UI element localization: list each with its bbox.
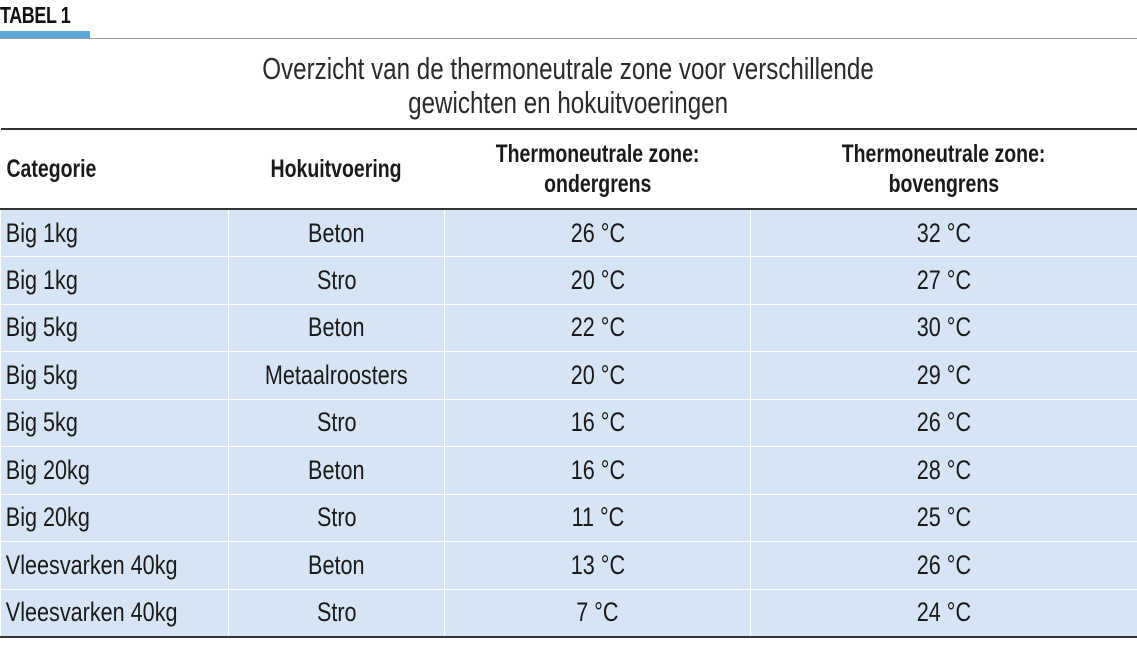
cell-categorie: Big 20kg [1, 447, 229, 495]
cell-bovengrens: 24 °C [751, 589, 1137, 637]
cell-bovengrens: 25 °C [751, 494, 1137, 542]
cell-bovengrens: 28 °C [751, 447, 1137, 495]
header-hokuitvoering: Hokuitvoering [229, 129, 445, 209]
table-header-row [1, 129, 1137, 209]
cell-categorie: Big 5kg [1, 352, 229, 400]
cell-bovengrens: 32 °C [751, 209, 1137, 257]
cell-categorie: Vleesvarken 40kg [1, 542, 229, 590]
caption-line-2: gewichten en hokuitvoeringen [408, 85, 729, 120]
cell-hokuitvoering: Stro [229, 257, 445, 305]
cell-categorie: Big 1kg [1, 257, 229, 305]
table-row [1, 257, 1137, 305]
cell-hokuitvoering: Beton [229, 304, 445, 352]
table-row [1, 542, 1137, 590]
cell-categorie: Vleesvarken 40kg [1, 589, 229, 637]
header-categorie: Categorie [1, 129, 229, 209]
table-row [1, 352, 1137, 400]
cell-bovengrens: 26 °C [751, 542, 1137, 590]
cell-hokuitvoering: Stro [229, 494, 445, 542]
cell-categorie: Big 1kg [1, 209, 229, 257]
table-row [1, 447, 1137, 495]
thermoneutral-table [0, 128, 1137, 638]
top-rule [0, 38, 1137, 39]
cell-ondergrens: 16 °C [445, 447, 751, 495]
table-row [1, 399, 1137, 447]
header-ondergrens: Thermoneutrale zone: ondergrens [445, 129, 751, 209]
cell-ondergrens: 26 °C [445, 209, 751, 257]
cell-hokuitvoering: Beton [229, 542, 445, 590]
cell-hokuitvoering: Stro [229, 589, 445, 637]
header-bovengrens: Thermoneutrale zone: bovengrens [751, 129, 1137, 209]
table-row [1, 494, 1137, 542]
cell-bovengrens: 29 °C [751, 352, 1137, 400]
cell-categorie: Big 5kg [1, 399, 229, 447]
cell-bovengrens: 27 °C [751, 257, 1137, 305]
cell-ondergrens: 11 °C [445, 494, 751, 542]
cell-ondergrens: 20 °C [445, 257, 751, 305]
cell-ondergrens: 16 °C [445, 399, 751, 447]
cell-categorie: Big 5kg [1, 304, 229, 352]
cell-categorie: Big 20kg [1, 494, 229, 542]
table-row [1, 304, 1137, 352]
table-body [1, 209, 1137, 637]
cell-bovengrens: 26 °C [751, 399, 1137, 447]
cell-hokuitvoering: Metaalroosters [229, 352, 445, 400]
cell-ondergrens: 7 °C [445, 589, 751, 637]
cell-ondergrens: 13 °C [445, 542, 751, 590]
cell-hokuitvoering: Stro [229, 399, 445, 447]
table-label: TABEL 1 [0, 2, 71, 28]
cell-ondergrens: 22 °C [445, 304, 751, 352]
caption-line-1: Overzicht van de thermoneutrale zone voor verschillende [262, 51, 875, 86]
cell-hokuitvoering: Beton [229, 209, 445, 257]
cell-hokuitvoering: Beton [229, 447, 445, 495]
table-caption [0, 52, 1137, 120]
table-row [1, 589, 1137, 637]
cell-ondergrens: 20 °C [445, 352, 751, 400]
table-row [1, 209, 1137, 257]
cell-bovengrens: 30 °C [751, 304, 1137, 352]
